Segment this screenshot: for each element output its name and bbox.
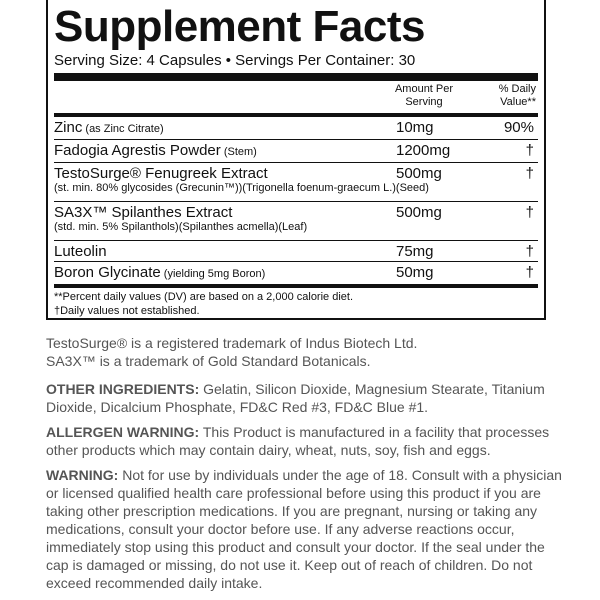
nutrient-row-luteolin (54, 241, 538, 262)
nutrient-name: TestoSurge® Fenugreek Extract (54, 165, 268, 182)
other-ingredients (46, 380, 566, 416)
column-header (54, 81, 538, 117)
footnote-dagger: †Daily values not established. (54, 305, 200, 317)
nutrient-subtext: (st. min. 80% glycosides (Grecunin™))(Trigonella foenum-graecum L.)(Seed) (54, 182, 429, 194)
nutrient-dv: † (525, 142, 534, 159)
panel-title: Supplement Facts (54, 2, 425, 51)
nutrient-dv: † (525, 204, 534, 221)
nutrient-dv: † (525, 165, 534, 182)
warning-label: WARNING: (46, 467, 119, 483)
nutrient-dv: 90% (503, 119, 534, 136)
nutrient-name: Fadogia Agrestis Powder (54, 142, 221, 159)
allergen-warning (46, 423, 566, 459)
nutrient-name: Boron Glycinate (54, 264, 161, 281)
dv-header-line1: % Daily (498, 83, 536, 95)
other-ingredients-label: OTHER INGREDIENTS: (46, 381, 200, 397)
nutrient-row-sa3x (54, 202, 538, 241)
nutrient-note: (Stem) (220, 146, 257, 158)
nutrient-amount: 500mg (396, 204, 442, 221)
nutrient-note: (as Zinc Citrate) (82, 123, 164, 135)
supplement-facts-panel (46, 0, 546, 320)
other-ingredients-text: Gelatin, Silicon Dioxide, Magnesium Stearate, Titanium Dioxide, Dicalcium Phosphate, FD&C Red #3, FD&C Blue #1. (46, 381, 545, 415)
nutrient-subtext: (std. min. 5% Spilanthols)(Spilanthes acmella)(Leaf) (54, 221, 308, 233)
nutrient-name: Luteolin (54, 243, 107, 260)
amount-header-line2: Serving (405, 96, 443, 108)
nutrient-dv: † (525, 243, 534, 260)
nutrient-row-zinc (54, 117, 538, 140)
amount-header (384, 83, 464, 109)
nutrient-amount: 1200mg (396, 142, 451, 159)
warning-text: Not for use by individuals under the age of 18. Consult with a physician or licensed qualified health care professional before using this product if you are taking other prescription medications. If you are pregnant, nursing or taking any medications, consult your doctor before use. If any adverse reactions occur, immediately stop using this product and consult your doctor. If the seal under the cap is damaged or missing, do not use it. Keep out of reach of children. Do not exceed recommended daily intake. (46, 467, 562, 591)
dv-header-line2: Value** (500, 96, 536, 108)
footnote-dv: **Percent daily values (DV) are based on a 2,000 calorie diet. (54, 291, 354, 303)
nutrient-dv: † (525, 264, 534, 281)
trademark-line-2: SA3X™ is a trademark of Gold Standard Botanicals. (46, 353, 371, 369)
serving-info: Serving Size: 4 Capsules • Servings Per Container: 30 (54, 52, 538, 81)
nutrient-amount: 50mg (396, 264, 434, 281)
nutrient-row-boron (54, 262, 538, 288)
nutrient-amount: 500mg (396, 165, 442, 182)
nutrient-amount: 10mg (396, 119, 434, 136)
warning-section (46, 466, 566, 592)
allergen-label: ALLERGEN WARNING: (46, 424, 200, 440)
nutrient-row-testosurge (54, 163, 538, 202)
nutrient-name: SA3X™ Spilanthes Extract (54, 204, 233, 221)
nutrient-name: Zinc (54, 119, 83, 136)
nutrient-note: (yielding 5mg Boron) (160, 268, 266, 280)
amount-header-line1: Amount Per (394, 83, 454, 95)
nutrient-row-fadogia (54, 140, 538, 163)
trademark-line-1: TestoSurge® is a registered trademark of Indus Biotech Ltd. (46, 335, 418, 351)
allergen-text: This Product is manufactured in a facility that processes other products which may contain dairy, wheat, nuts, soy, fish and eggs. (46, 424, 550, 458)
dv-header (476, 83, 536, 109)
nutrient-amount: 75mg (396, 243, 434, 260)
trademark-notice (46, 334, 566, 370)
footnotes (54, 288, 538, 318)
